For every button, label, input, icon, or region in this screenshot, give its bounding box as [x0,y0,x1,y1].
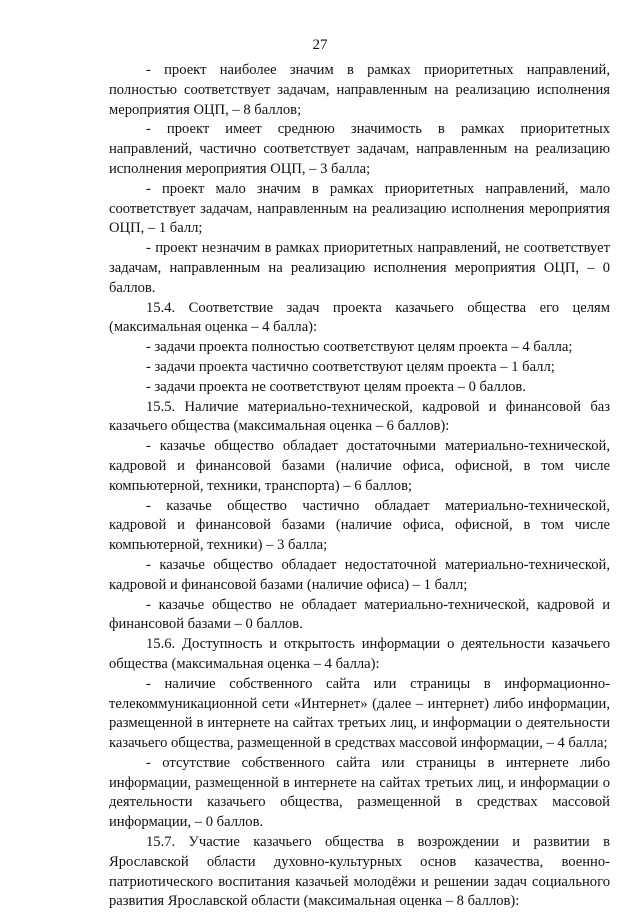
paragraph-15-4-item-3: - задачи проекта не соответствуют целям проекта – 0 баллов. [146,378,526,395]
paragraph-15-6-item-2: - отсутствие собственного сайта или страницы в интернете либо информации, размещенной в интернете на сайтах третьих лиц, и информации о деятельности казачьего общества, размещенной в средствах массовой информации, – 0 баллов. [109,754,610,831]
paragraph-15-4-item-2: - задачи проекта частично соответствуют целям проекта – 1 балл; [146,358,555,375]
section-15-4-heading: 15.4. Соответствие задач проекта казачьего общества его целям (максимальная оценка – 4 балла): [109,299,610,336]
page-number: 27 [312,37,328,53]
paragraph-15-5-item-4: - казачье общество не обладает материально-технической, кадровой и финансовой базами – 0 баллов. [109,596,610,633]
paragraph-criterion-3-points: - проект имеет среднюю значимость в рамках приоритетных направлений, частично соответствует задачам, направленным на реализацию исполнения мероприятия ОЦП, – 3 балла; [109,121,610,177]
section-15-7-heading: 15.7. Участие казачьего общества в возрождении и развитии в Ярославской области духовно-культурных основ казачества, военно-патриотического воспитания казачьей молодёжи и решении задач социального развития Ярославской области (максимальная оценка – 8 баллов): [109,834,610,910]
section-15-5-heading: 15.5. Наличие материально-технической, кадровой и финансовой баз казачьего общества (максимальная оценка – 6 баллов): [109,398,610,435]
section-15-6-heading: 15.6. Доступность и открытость информации о деятельности казачьего общества (максимальная оценка – 4 балла): [109,636,610,672]
paragraph-15-6-item-1: - наличие собственного сайта или страницы в информационно-телекоммуникационной сети «Интернет» (далее – интернет) либо информации, размещенной в интернете на сайтах третьих лиц, и информации о деятельности казачьего общества, размещенной в средствах массовой информации, – 4 балла; [109,675,610,752]
paragraph-15-5-item-2: - казачье общество частично обладает материально-технической, кадровой и финансовой базами (наличие офиса, офисной, в том числе компьютерной, техники) – 3 балла; [109,497,610,554]
paragraph-15-5-item-3: - казачье общество обладает недостаточной материально-технической, кадровой и финансовой базами (наличие офиса) – 1 балл; [109,556,610,593]
paragraph-criterion-1-point: - проект мало значим в рамках приоритетных направлений, мало соответствует задачам, направленным на реализацию исполнения мероприятия ОЦП, – 1 балл; [109,180,610,237]
paragraph-15-4-item-1: - задачи проекта полностью соответствуют целям проекта – 4 балла; [146,339,573,356]
document-body [109,61,610,912]
paragraph-criterion-8-points: - проект наиболее значим в рамках приоритетных направлений, полностью соответствует задачам, направленным на реализацию исполнения мероприятия ОЦП, – 8 баллов; [109,62,610,118]
paragraph-15-5-item-1: - казачье общество обладает достаточными материально-технической, кадровой и финансовой базами (наличие офиса, офисной, в том числе компьютерной, техники, транспорта) – 6 баллов; [109,438,610,494]
paragraph-criterion-0-points: - проект незначим в рамках приоритетных направлений, не соответствует задачам, направленным на реализацию исполнения мероприятия ОЦП, – 0 баллов. [109,240,610,296]
